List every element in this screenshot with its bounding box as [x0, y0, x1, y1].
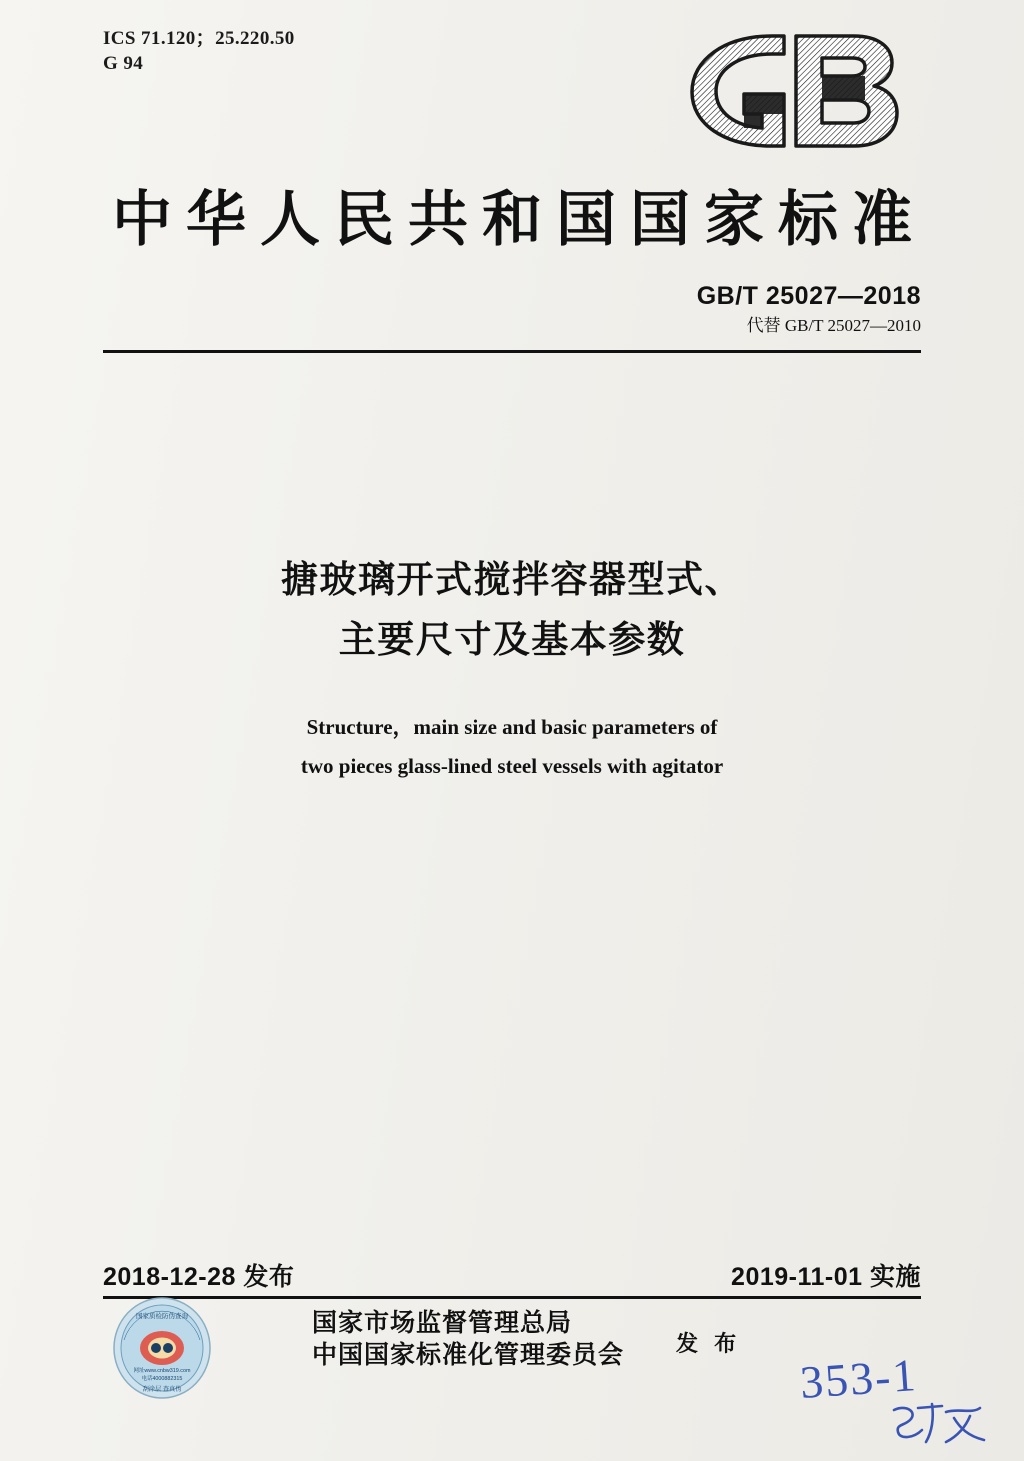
footer-divider [103, 1296, 921, 1299]
ics-code-line: ICS 71.120；25.220.50 [103, 28, 295, 49]
document-title [0, 550, 1024, 670]
svg-text:国家质检防伪查询: 国家质检防伪查询 [136, 1313, 188, 1320]
document-title-line1: 搪玻璃开式搅拌容器型式、 [281, 559, 743, 600]
issuing-authority-line2: 中国国家标准化管理委员会 [312, 1341, 625, 1369]
document-title-english [0, 708, 1024, 786]
ics-classification-block [103, 26, 295, 76]
issue-date: 2018-12-28 发布 [103, 1263, 295, 1291]
header-divider [103, 350, 921, 353]
svg-text:电话4000882315: 电话4000882315 [141, 1376, 183, 1382]
standard-number: GB/T 25027—2018 [696, 282, 921, 310]
gb-logo-icon [672, 28, 915, 153]
standard-replaces: 代替 GB/T 25027—2010 [746, 316, 921, 335]
national-standard-title: 中华人民共和国国家标准 [112, 186, 926, 253]
issuing-authority-line1: 国家市场监督管理总局 [312, 1309, 573, 1337]
effective-date: 2019-11-01 实施 [731, 1263, 921, 1291]
issue-verb: 发 布 [676, 1331, 742, 1356]
svg-text:刮涂层 查真伪: 刮涂层 查真伪 [142, 1386, 182, 1393]
document-title-english-line1: Structure，main size and basic parameters of [306, 715, 718, 739]
document-title-line2: 主要尺寸及基本参数 [338, 618, 686, 660]
anti-counterfeit-seal-icon [110, 1296, 214, 1400]
handwritten-number-annotation: 353-1 [798, 1348, 919, 1409]
ccs-code-line: G 94 [103, 53, 144, 75]
document-title-english-line2: two pieces glass-lined steel vessels with agitator [300, 753, 724, 778]
handwritten-signature-annotation [888, 1398, 998, 1450]
svg-text:网址www.cnbw319.com: 网址www.cnbw319.com [133, 1368, 191, 1374]
issuing-authority [312, 1307, 624, 1371]
